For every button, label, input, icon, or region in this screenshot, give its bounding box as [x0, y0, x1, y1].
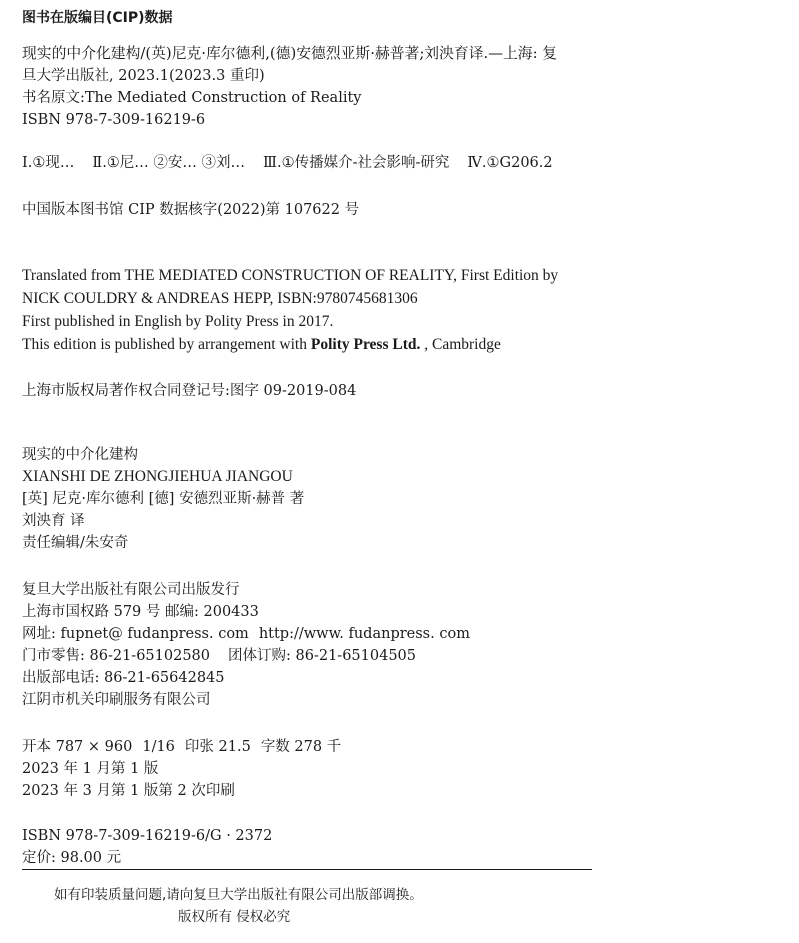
word-count: 字数 278 千: [260, 739, 342, 755]
publisher-name: 复旦大学出版社有限公司出版发行: [22, 582, 240, 598]
classification-line: [22, 153, 553, 173]
publisher-address: 上海市国权路 579 号 邮编: 200433: [22, 604, 259, 620]
publisher-web-line: [22, 624, 470, 644]
book-translator: 刘泱育 译: [22, 513, 85, 529]
book-authors: [英] 尼克·库尔德利 [德] 安德烈亚斯·赫普 著: [22, 491, 305, 507]
translation-notice-line-3: First published in English by Polity Press in 2017.: [22, 313, 334, 330]
cip-record-line-2: 旦大学出版社, 2023.1(2023.3 重印): [22, 68, 265, 84]
printing: 2023 年 3 月第 1 版第 2 次印刷: [22, 783, 235, 799]
print-sheets: 印张 21.5: [184, 739, 251, 755]
book-title-pinyin: XIANSHI DE ZHONGJIEHUA JIANGOU: [22, 468, 293, 485]
classification-i: Ⅰ.①现…: [22, 155, 75, 171]
notice-line-2: 版权所有 侵权必究: [178, 909, 291, 925]
book-editor: 责任编辑/朱安奇: [22, 535, 129, 551]
retail-phone: 门市零售: 86-21-65102580: [22, 648, 210, 664]
original-title: 书名原文:The Mediated Construction of Reality: [22, 90, 362, 106]
cip-record-line-1: 现实的中介化建构/(英)尼克·库尔德利,(德)安德烈亚斯·赫普著;刘泱育译.—上海: 复: [22, 45, 558, 62]
price: 定价: 98.00 元: [22, 850, 122, 866]
specs-line: [22, 737, 341, 757]
format-fold: 1/16: [142, 739, 175, 755]
classification-iii: Ⅲ.①传播媒介-社会影响-研究: [263, 155, 450, 171]
classification-ii: Ⅱ.①尼… ②安… ③刘…: [92, 155, 246, 171]
cip-isbn: ISBN 978-7-309-16219-6: [22, 112, 206, 128]
copyright-registration: 上海市版权局著作权合同登记号:图字 09-2019-084: [22, 383, 357, 399]
translation-notice-line-1: Translated from THE MEDIATED CONSTRUCTION OF REALITY, First Edition by: [22, 267, 559, 284]
translation-notice-line-4: [22, 335, 501, 355]
cip-heading: 图书在版编目(CIP)数据: [22, 10, 173, 26]
group-phone: 团体订购: 86-21-65104505: [228, 648, 416, 664]
notice-line-1: 如有印装质量问题,请向复旦大学出版社有限公司出版部调换。: [54, 887, 423, 903]
footer-isbn: ISBN 978-7-309-16219-6/G · 2372: [22, 828, 273, 844]
translation-notice-suffix: , Cambridge: [420, 336, 501, 353]
format-size: 开本 787 × 960: [22, 739, 133, 755]
publisher-phone-line: [22, 646, 416, 666]
translation-notice-prefix: This edition is published by arrangement with: [22, 336, 311, 353]
publisher-url: http://www. fudanpress. com: [258, 626, 470, 642]
classification-iv: Ⅳ.①G206.2: [467, 155, 553, 171]
translation-notice-publisher: Polity Press Ltd.: [310, 336, 421, 353]
dept-phone: 出版部电话: 86-21-65642845: [22, 670, 225, 686]
edition: 2023 年 1 月第 1 版: [22, 761, 159, 777]
cip-verification: 中国版本图书馆 CIP 数据核字(2022)第 107622 号: [22, 202, 360, 218]
divider-rule: [22, 869, 592, 870]
publisher-email: 网址: fupnet@ fudanpress. com: [22, 626, 249, 642]
printer: 江阴市机关印刷服务有限公司: [22, 692, 211, 708]
translation-notice-line-2: NICK COULDRY & ANDREAS HEPP, ISBN:9780745681306: [22, 290, 418, 307]
book-title-cn: 现实的中介化建构: [22, 447, 138, 463]
